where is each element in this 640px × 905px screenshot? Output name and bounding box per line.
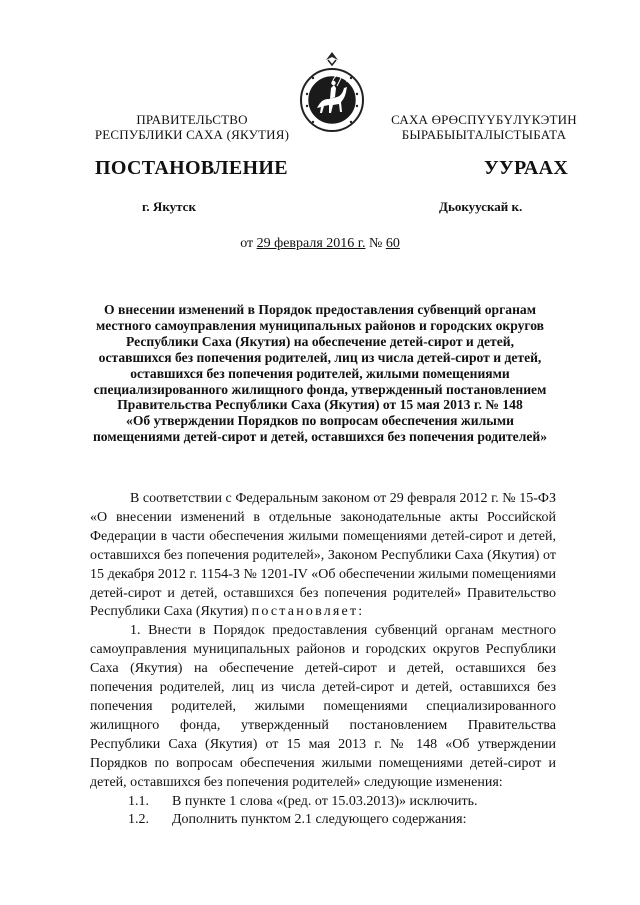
city-yakut: Дьокуускай к. xyxy=(439,199,523,214)
government-name-russian xyxy=(92,112,292,142)
clause-1-1-number: 1.1. xyxy=(128,793,149,809)
doc-type-yakut: УУРААХ xyxy=(484,157,569,179)
decree-date: 29 февраля 2016 г. xyxy=(256,236,366,251)
title-line: оставшихся без попечения родителей, лиц из числа детей-сирот и детей, xyxy=(98,349,542,365)
coat-of-arms-emblem xyxy=(299,50,365,134)
title-line: местного самоуправления муниципальных районов и городских округов xyxy=(95,317,545,333)
preamble-paragraph xyxy=(90,490,556,622)
doc-type-russian: ПОСТАНОВЛЕНИЕ xyxy=(95,157,288,179)
title-line: Республики Саха (Якутия) на обеспечение детей-сирот и детей, xyxy=(126,333,514,349)
clause-1-1 xyxy=(90,793,556,812)
title-line: помещениями детей-сирот и детей, оставшихся без попечения родителей» xyxy=(92,429,548,445)
title-line: О внесении изменений в Порядок предоставления субвенций органам xyxy=(104,302,536,317)
government-name-yakut-line-2: БЫРАБЫЫТАЛЫСТЫБАТА xyxy=(401,127,567,142)
decree-title xyxy=(88,302,552,445)
clause-1-2-text: Дополнить пунктом 2.1 следующего содержания: xyxy=(172,812,467,828)
date-prefix: от xyxy=(240,236,257,251)
title-line: «Об утверждении Порядков по вопросам обеспечения жилыми xyxy=(126,413,514,429)
government-name-yakut xyxy=(384,112,584,142)
preamble-text: В соответствии с Федеральным законом от 29 февраля 2012 г. № 15-ФЗ «О внесении изменений в отдельные законодательные акты Российской Федерации в части обеспечения жилыми помещениями детей-сирот и детей, оставшихся без попечения родителей», Законом Республики Саха (Якутия) от 15 декабря 2012 г. 1154-З № 1201-IV «Об обеспечении жилыми помещениями детей-сирот и детей, оставшихся без попечения родителей» Правительство Республики Саха (Якутия) xyxy=(90,491,556,620)
resolves-verb: постановляет: xyxy=(251,604,365,620)
clause-1-2 xyxy=(90,811,556,830)
decree-body xyxy=(90,490,556,830)
government-name-yakut-line-1: САХА ӨРӨСПҮҮБҮЛҮКЭТИН xyxy=(391,112,577,127)
clause-1-1-text: В пункте 1 слова «(ред. от 15.03.2013)» исключить. xyxy=(172,793,478,809)
decree-number: 60 xyxy=(385,236,400,251)
title-line: специализированного жилищного фонда, утвержденный постановлением xyxy=(93,381,547,397)
title-line: Правительства Республики Саха (Якутия) от 15 мая 2013 г. № 148 xyxy=(117,397,523,413)
decree-date-number xyxy=(0,236,640,252)
title-line: оставшихся без попечения родителей, жилыми помещениями xyxy=(130,365,510,381)
number-label: № xyxy=(365,236,386,251)
government-name-line-1: ПРАВИТЕЛЬСТВО xyxy=(136,112,248,127)
government-name-line-2: РЕСПУБЛИКИ САХА (ЯКУТИЯ) xyxy=(94,127,290,142)
city-russian: г. Якутск xyxy=(142,199,196,214)
clause-1-2-number: 1.2. xyxy=(128,812,149,828)
clause-1-paragraph: 1. Внести в Порядок предоставления субвенций органам местного самоуправления муниципальных районов и городских округов Республики Саха (Якутия) на обеспечение детей-сирот и детей, оставшихся без попечения родителей, лиц из числа детей-сирот и детей, оставшихся без попечения родителей, жилыми помещениями специализированного жилищного фонда, утвержденный постановлением Правительства Республики Саха (Якутия) от 15 мая 2013 г. № 148 «Об утверждении Порядков по вопросам обеспечения жилыми помещениями детей-сирот и детей, оставшихся без попечения родителей» следующие изменения: xyxy=(90,623,556,790)
